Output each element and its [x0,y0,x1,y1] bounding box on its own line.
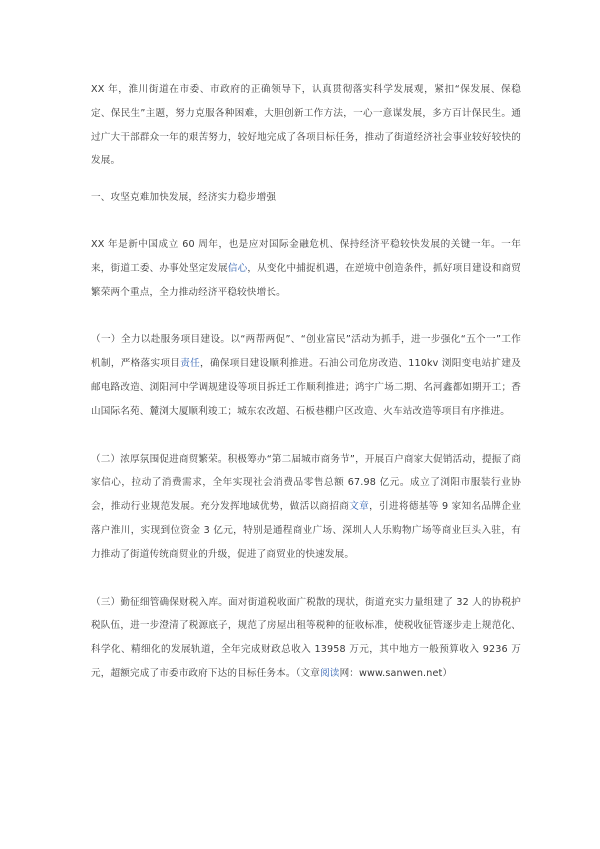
article-body [91,78,521,686]
paragraph-text: ，确保项目建设顺利推进。石油公司危房改造、110kv 浏阳变电站扩建及邮电路改造、浏阳河中学调规建设等项目拆迁工作顺利推进；鸿宇广场二期、名河鑫都如期开工；香山国际名苑、麓浏大厦顺利竣工；城东农改超、石板巷棚户区改造、火车站改造等项目有序推进。 [91,358,521,417]
keyword-link-article[interactable]: 文章 [349,501,370,513]
paragraph-text: （三）勤征细管确保财税入库。面对街道税收面广税散的现状，街道充实力量组建了 32 人的协税护税队伍，进一步澄清了税源底子，规范了房屋出租等税种的征收标准，使税收征管逐步走上规范化、科学化、精细化的发展轨道，全年完成财政总收入 13958 万元，其中地方一般预算收入 9236 万元，超额完成了市委市政府下达的目标任务本。（文章 [91,596,521,679]
section-heading-text: 一、攻坚克难加快发展，经济实力稳步增强 [91,192,277,204]
keyword-link-reading[interactable]: 阅读 [320,667,340,679]
paragraph-text: XX 年是新中国成立 60 周年，也是应对国际金融危机、保持经济平稳较快发展的关键一年。一年来，街道工委、办事处坚定发展 [91,238,521,274]
keyword-link-confidence[interactable]: 信心 [227,262,248,274]
paragraph-text: ，从变化中捕捉机遇，在逆境中创造条件，抓好项目建设和商贸繁荣两个重点，全力推动经济平稳较快增长。 [91,262,521,298]
paragraph-text: 网：www.sanwen.net） [339,667,453,679]
paragraph-commerce [91,448,521,567]
intro-text: XX 年，淮川街道在市委、市政府的正确领导下，认真贯彻落实科学发展观，紧扣“保发展、保稳定、保民生”主题，努力克服各种困难，大胆创新工作方法，一心一意谋发展，多方百计保民生。通过广大干部群众一年的艰苦努力，较好地完成了各项目标任务，推动了街道经济社会事业较好较快的发展。 [91,84,521,167]
intro-paragraph [91,78,521,173]
paragraph-overview [91,233,521,304]
paragraph-text: （二）浓厚氛围促进商贸繁荣。积极筹办“第二届城市商务节”，开展百户商家大促销活动，提振了商家信心，拉动了消费需求，全年实现社会消费品零售总额 67.98 亿元。成立了浏阳市服装行业协会，推动行业规范发展。充分发挥地域优势，做活以商招商 [91,453,521,513]
keyword-link-responsibility[interactable]: 责任 [180,358,201,370]
paragraph-projects [91,328,521,423]
paragraph-text: （一）全力以赴服务项目建设。以“两帮两促”、“创业富民”活动为抓手，进一步强化“五个一”工作机制，严格落实项目 [91,334,521,370]
section-heading [91,186,521,210]
paragraph-taxation [91,591,521,686]
paragraph-text: ，引进将德基等 9 家知名品牌企业落户淮川，实现到位资金 3 亿元，特别是通程商业广场、深圳人人乐购物广场等商业巨头入驻，有力推动了街道传统商贸业的升级，促进了商贸业的快速发展。 [91,501,521,560]
